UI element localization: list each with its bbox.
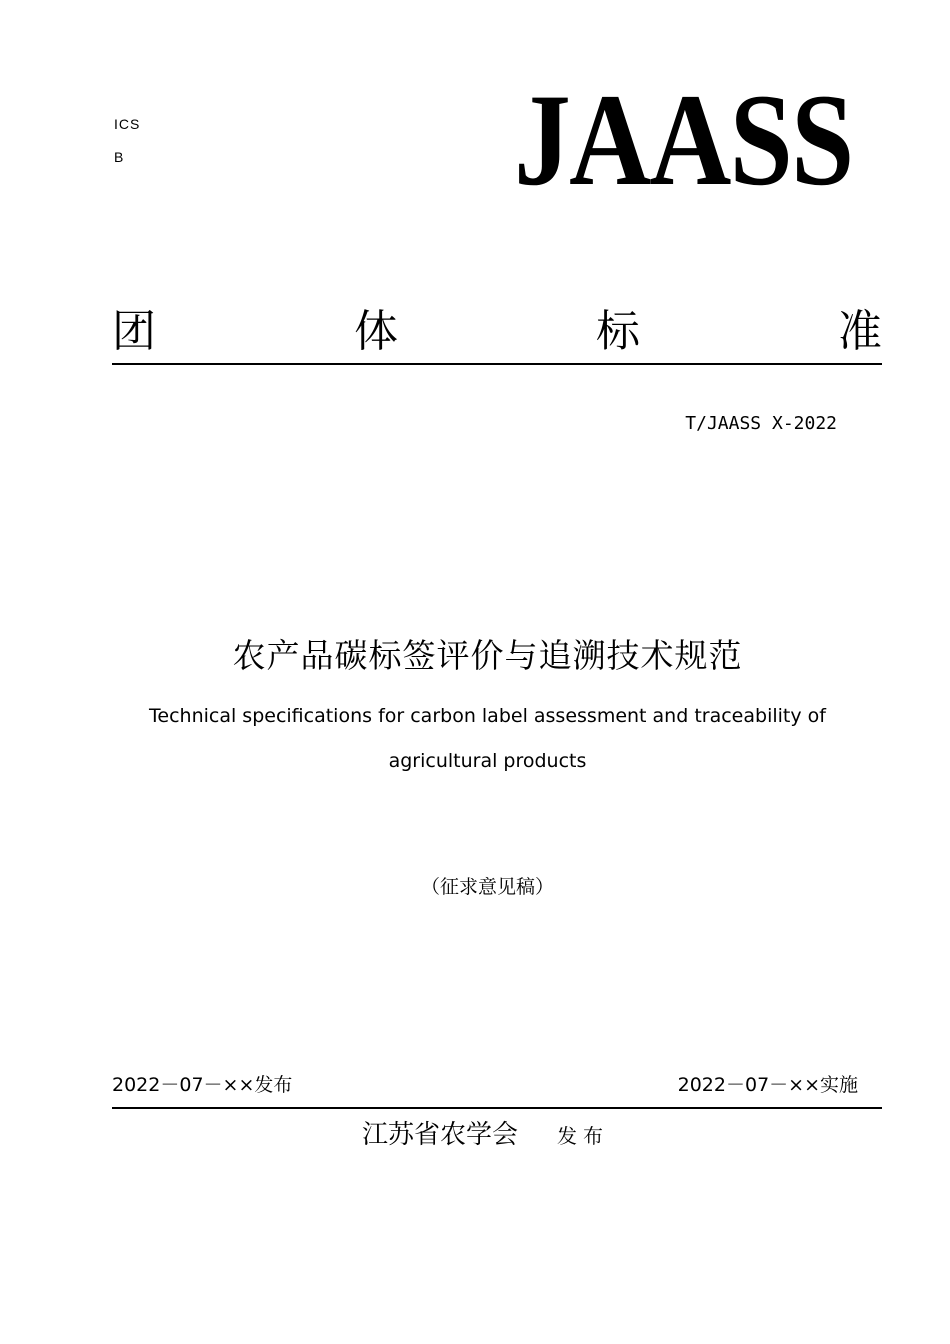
title-english-line1: Technical specifications for carbon label assessment and traceability of bbox=[149, 705, 826, 727]
implement-date: 2022－07－××实施 bbox=[677, 1074, 858, 1096]
title-chinese: 农产品碳标签评价与追溯技术规范 bbox=[232, 636, 743, 675]
ics-code: ICS bbox=[114, 116, 141, 132]
draft-status: （征求意见稿） bbox=[420, 876, 554, 898]
classification-code: B bbox=[114, 149, 125, 165]
standard-type-char: 团 bbox=[112, 306, 156, 357]
bottom-divider bbox=[112, 1107, 882, 1109]
top-divider bbox=[112, 363, 882, 365]
standard-type-char: 标 bbox=[596, 306, 640, 357]
title-english-line2: agricultural products bbox=[388, 750, 587, 772]
publisher-name: 江苏省农学会 bbox=[362, 1120, 519, 1150]
publisher-suffix: 发布 bbox=[557, 1124, 609, 1148]
jaass-logo: JAASS bbox=[513, 66, 852, 213]
standard-type-heading bbox=[112, 306, 882, 358]
standard-type-char: 准 bbox=[838, 306, 882, 357]
standard-number: T/JAASS X-2022 bbox=[685, 413, 837, 434]
publish-date: 2022－07－××发布 bbox=[112, 1074, 293, 1096]
standard-type-char: 体 bbox=[354, 306, 398, 357]
